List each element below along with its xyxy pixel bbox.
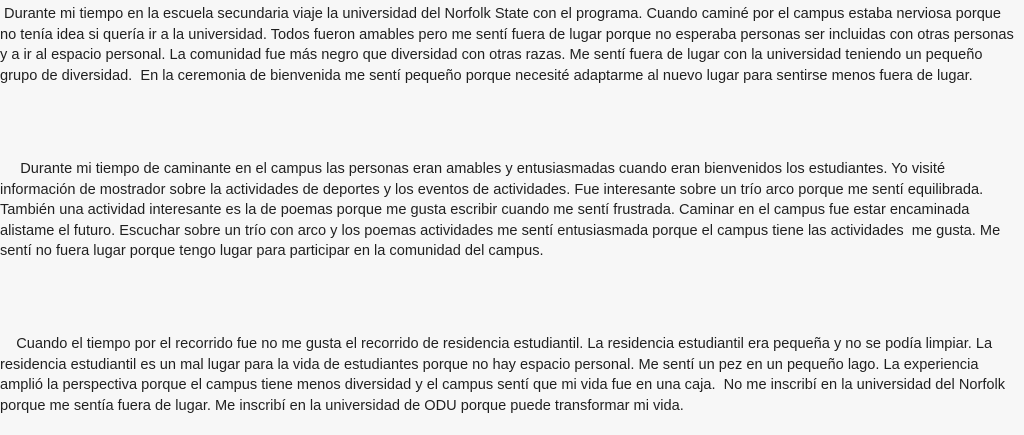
paragraph-1: Durante mi tiempo en la escuela secundaria viaje la universidad del Norfolk State con el programa. Cuando caminé por el campus estaba nerviosa porque no tenía idea si quería ir a la universidad. Todos fueron amables pero me sentí fuera de lugar porque no esperaba personas ser incluidas con otras personas y a ir al espacio personal. La comunidad fue más negro que diversidad con otras razas. Me sentí fuera de lugar con la universidad teniendo un pequeño grupo de diversidad. En la ceremonia de bienvenida me sentí pequeño porque necesité adaptarme al nuevo lugar para sentirse menos fuera de lugar. [0, 6, 1014, 84]
paragraph-2: Durante mi tiempo de caminante en el campus las personas eran amables y entusiasmadas cuando eran bienvenidos los estudiantes. Yo visité información de mostrador sobre la actividades de deportes y los eventos de actividades. Fue interesante sobre un trío arco porque me sentí equilibrada. También una actividad interesante es la de poemas porque me gusta escribir cuando me sentí frustrada. Caminar en el campus fue estar encaminada alistame el futuro. Escuchar sobre un trío con arco y los poemas actividades me sentí entusiasmada porque el campus tiene las actividades me gusta. Me sentí no fuera lugar porque tengo lugar para participar en la comunidad del campus. [0, 161, 1001, 259]
paragraph-3: Cuando el tiempo por el recorrido fue no me gusta el recorrido de residencia estudiantil. La residencia estudiantil era pequeña y no se podía limpiar. La residencia estudiantil es un mal lugar para la vida de estudiantes porque no hay espacio personal. Me sentí un pez en un pequeño lago. La experiencia amplió la perspectiva porque el campus tiene menos diversidad y el campus sentí que mi vida fue en una caja. No me inscribí en la universidad del Norfolk porque me sentía fuera de lugar. Me inscribí en la universidad de ODU porque puede transformar mi vida. [0, 336, 1006, 414]
